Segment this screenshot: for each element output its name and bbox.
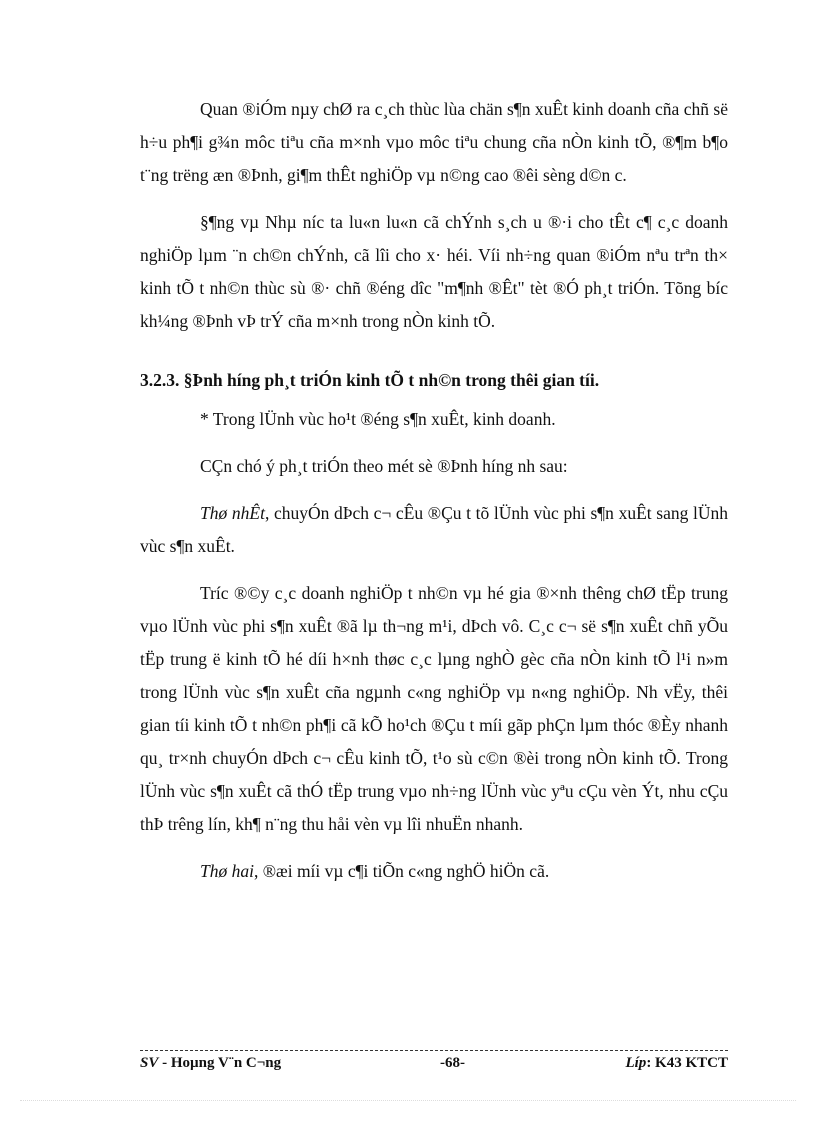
paragraph-4: CÇn chó ý ph¸t triÓn theo mét sè ®Þnh híng nh sau: — [200, 456, 568, 476]
paragraph-1: Quan ®iÓm nµy chØ ra c¸ch thùc lùa chän s¶n xuÊt kinh doanh cña chñ së h÷u ph¶i g¾n môc tiªu cña m×nh vµo môc tiªu chung cña nÒn kinh tÕ, ®¶m b¶o t¨ng trëng æn ®Þnh, gi¶m thÊt nghiÖp vµ n©ng cao ®êi sèng d©n c. — [140, 99, 728, 185]
footer-row — [140, 1055, 728, 1079]
footer-sv-label: SV — [140, 1055, 159, 1071]
footer-class — [625, 1055, 728, 1072]
footer-class-label: Líp — [625, 1055, 647, 1071]
paragraph-6: Tríc ®©y c¸c doanh nghiÖp t nh©n vµ hé gia ®×nh thêng chØ tËp trung vµo lÜnh vùc phi s¶n xuÊt ®ã lµ th¬ng m¹i, dÞch vô. C¸c c¬ së s¶n xuÊt chñ yÕu tËp trung ë kinh tÕ hé díi h×nh thøc c¸c lµng nghÒ gèc cña nÒn kinh tÕ l¹i n»m trong lÜnh vùc s¶n xuÊt cña ngµnh c«ng nghiÖp vµ n«ng nghiÖp. Nh vËy, thêi gian tíi kinh tÕ t nh©n ph¶i cã kÕ ho¹ch ®Çu t míi gãp phÇn lµm thóc ®Èy nhanh qu¸ tr×nh chuyÓn dÞch c¬ cÊu kinh tÕ, t¹o sù c©n ®èi trong nÒn kinh tÕ. Trong lÜnh vùc s¶n xuÊt cã thÓ tËp trung vµo nh÷ng lÜnh vùc yªu cÇu vèn Ýt, nhu cÇu thÞ trêng lín, kh¶ n¨ng thu håi vèn vµ lîi nhuËn nhanh. — [140, 583, 728, 834]
page-footer — [140, 1050, 728, 1079]
page-bottom-dotted-line — [20, 1100, 796, 1101]
paragraph-7-text: , ®æi míi vµ c¶i tiÕn c«ng nghÖ hiÖn cã. — [253, 861, 550, 881]
footer-class-value: : K43 KTCT — [646, 1055, 728, 1071]
paragraph-7 — [140, 855, 728, 888]
paragraph-5-text: , chuyÓn dÞch c¬ cÊu ®Çu t tõ lÜnh vùc phi s¶n xuÊt sang lÜnh vùc s¶n xuÊt. — [140, 503, 728, 556]
page-content — [140, 93, 728, 888]
paragraph-7-lead: Thø hai — [200, 861, 254, 881]
paragraph-5 — [140, 497, 728, 563]
paragraph-3: * Trong lÜnh vùc ho¹t ®éng s¶n xuÊt, kinh doanh. — [200, 409, 556, 429]
section-heading: 3.2.3. §Þnh híng ph¸t triÓn kinh tÕ t nh©n trong thêi gian tíi. — [140, 370, 600, 390]
paragraph-2: §¶ng vµ Nhµ níc ta lu«n lu«n cã chÝnh s¸ch u ®·i cho tÊt c¶ c¸c doanh nghiÖp lµm ¨n ch©n chÝnh, cã lîi cho x· héi. Víi nh÷ng quan ®iÓm nªu trªn th× kinh tÕ t nh©n thùc sù ®· chñ ®éng dîc "m¶nh ®Êt" tèt ®Ó ph¸t triÓn. Tõng bíc kh¼ng ®Þnh vÞ trÝ cña m×nh trong nÒn kinh tÕ. — [140, 212, 728, 331]
footer-student-name: - Hoµng V¨n C¬ng — [158, 1055, 282, 1071]
footer-page-number: -68- — [440, 1055, 465, 1071]
paragraph-5-lead: Thø nhÊt — [200, 503, 265, 523]
footer-student — [140, 1055, 281, 1072]
